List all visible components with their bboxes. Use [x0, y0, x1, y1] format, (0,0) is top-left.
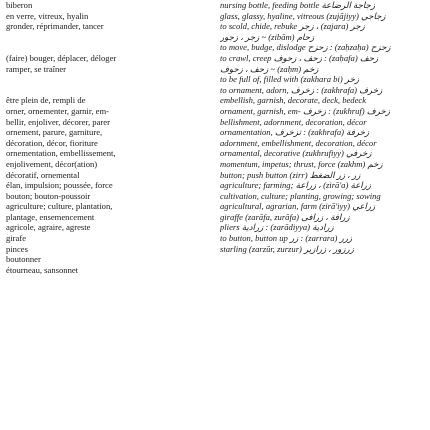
- english-entry: to move, budge, dislodge زحزح : (zaḥzaḥa) زحزح: [220, 42, 391, 53]
- english-entry: button; push button (zirr) زر ، زر الضغط: [220, 169, 361, 180]
- french-entry: orner, ornementer, garnir, em-: [6, 105, 109, 116]
- french-entry: plantage, ensemencement: [6, 211, 95, 222]
- spacer: [6, 74, 210, 85]
- spacer: [6, 85, 210, 96]
- english-entry: momentum, impetus; thrust, force (zakhm) زخم: [220, 158, 383, 169]
- french-entry: en verre, vitreux, hyalin: [6, 10, 89, 21]
- french-entry: être plein de, rempli de: [6, 95, 86, 106]
- french-entry: (faire) bouger, déplacer, déloger: [6, 52, 117, 63]
- french-entry: ornement, parure, garniture,: [6, 127, 103, 138]
- french-entry: ramper, se traîner: [6, 63, 67, 74]
- french-entry: étourneau, sansonnet: [6, 264, 79, 275]
- english-entry: pliers زرادية : (zarādiyya) زرادية: [220, 222, 334, 233]
- english-entry: ornament, garnish, em- زخرف : (zukhruf) زخرف: [220, 105, 390, 116]
- french-entry: décoration, décor, fioriture: [6, 137, 98, 148]
- english-entry: starling (zarzūr, zurzur) زرزور ، زرازير: [220, 243, 354, 254]
- english-entry: giraffe (zarāfa, zurāfa) زرافة ، زرافى: [220, 211, 350, 222]
- english-entry: to crawl, creep زحف ، زحوف : (zaḥafa) زحف: [220, 52, 379, 63]
- english-entry: to be full of, filled with (zakhara bi) زخر: [220, 74, 360, 85]
- english-entry: cultivation, culture; planting, growing; sowing: [220, 190, 381, 201]
- french-entry: élan, impulsion; poussée, force: [6, 180, 113, 191]
- english-entry: embellish, garnish, decorate, deck, bedeck: [220, 95, 367, 106]
- spacer: [6, 42, 210, 53]
- french-entry: agricole, agraire, agreste: [6, 222, 91, 233]
- french-entry: décoratif, ornemental: [6, 169, 80, 180]
- spacer: [6, 32, 210, 43]
- english-entry: nursing bottle, feeding bottle زجاجة الرضاعة: [220, 0, 376, 10]
- english-entry: adornment, embellishment, decoration, décor: [220, 137, 377, 148]
- english-entry: to ornament, adorn, زخرف : (zakhrafa) زخرف: [220, 84, 383, 95]
- english-entry: agricultural, agrarian, farm (zirā'iyy) زراعي: [220, 201, 376, 212]
- english-entry: to scold, chide, rebuke زجر ، (zajara) زجر: [220, 21, 365, 32]
- french-entry: girafe: [6, 233, 27, 244]
- english-entry: glass, glassy, hyaline, vitreous (zujājiyy) زجاجي: [220, 10, 386, 21]
- french-entry: biberon: [6, 0, 33, 10]
- english-entry: to button, button up زر : (zarrara) زرر: [220, 233, 353, 244]
- english-entry: زجر ، زجور ~ (zibām) زحام: [220, 31, 315, 42]
- french-entry: pinces: [6, 243, 28, 254]
- french-entry: enjolivement, décor(ation): [6, 158, 98, 169]
- french-entry: ornementation, embellissement,: [6, 148, 116, 159]
- french-entry: bouton; bouton-poussoir: [6, 190, 91, 201]
- french-entry: bellir, enjoliver, décorer, parer: [6, 116, 110, 127]
- english-entry: ornamentation, تزخرف : (zakhrafa) زخرفة: [220, 127, 370, 138]
- french-entry: gronder, réprimander, tancer: [6, 21, 104, 32]
- english-entry: زحف ، زحوف ~ (zaḥm) زخم: [220, 63, 319, 74]
- english-entry: ornamental, decorative (zukhrufiyy) زخرفي: [220, 148, 372, 159]
- english-arabic-column: [220, 0, 426, 430]
- french-entry: agriculture; culture, plantation,: [6, 201, 113, 212]
- english-entry: agriculture; farming; زراعة ، (zirā'a) زراعة: [220, 180, 371, 191]
- english-entry: bellishment, adornment, decoration, décor: [220, 116, 367, 127]
- french-column: [6, 0, 210, 430]
- french-entry: boutonner: [6, 254, 41, 265]
